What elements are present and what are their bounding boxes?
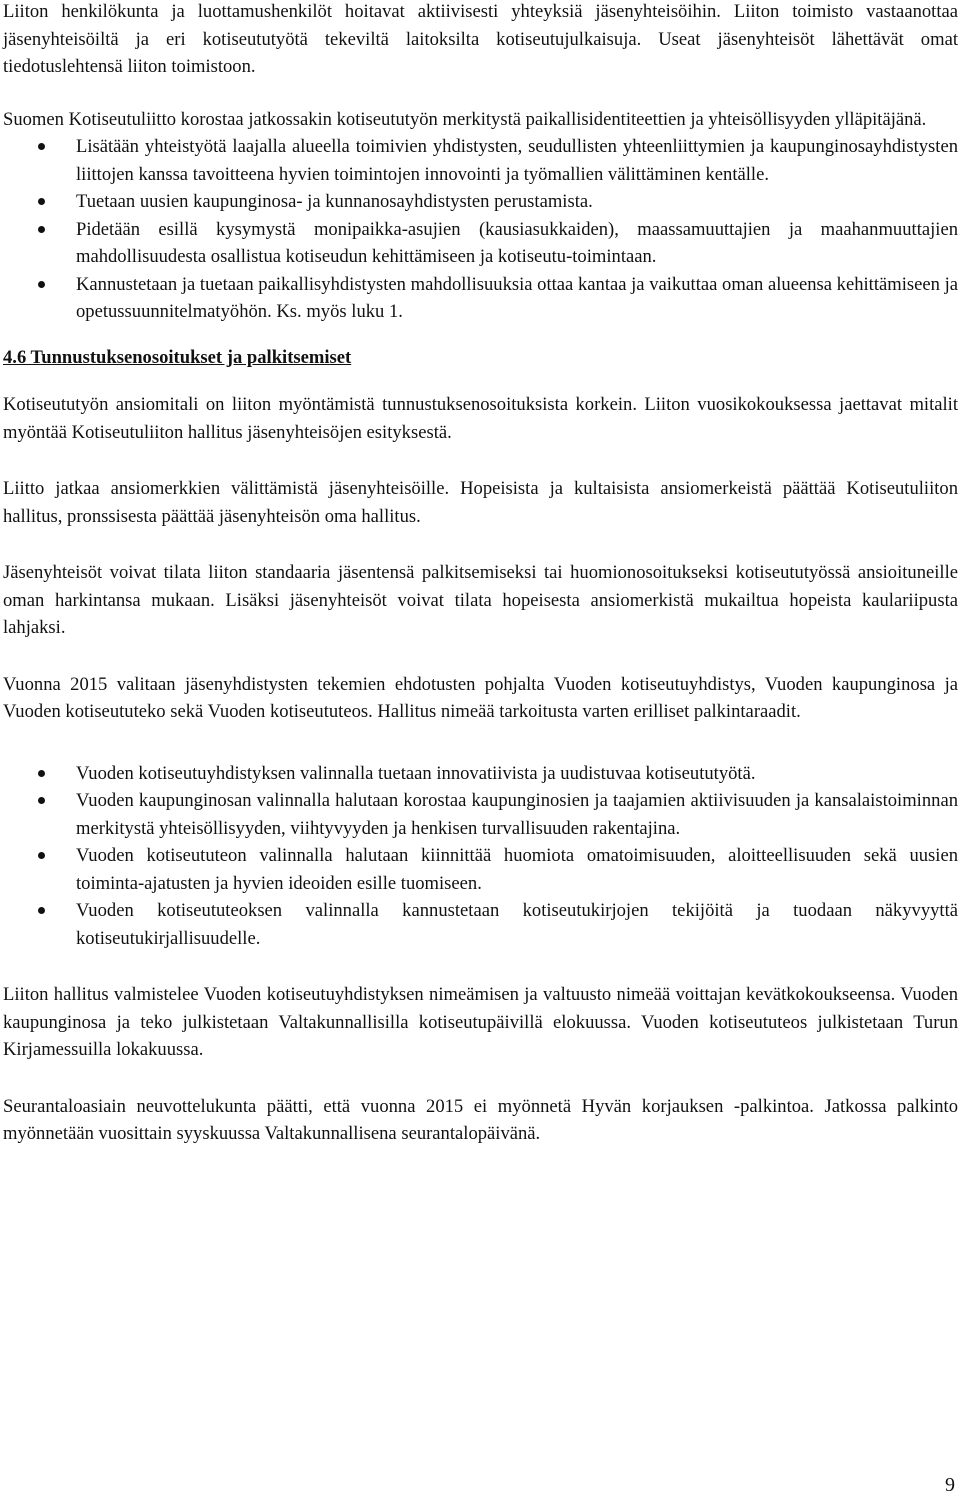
bullet-list-actions — [3, 133, 958, 326]
list-item: Lisätään yhteistyötä laajalla alueella toimivien yhdistysten, seudullisten yhteenliittymien ja kaupunginosayhdistysten liittojen kanssa tavoitteena hyvien toimintojen innovointi ja työmallien välittäminen kentälle. — [3, 133, 958, 188]
paragraph-awards-2015: Vuonna 2015 valitaan jäsenyhdistysten tekemien ehdotusten pohjalta Vuoden kotiseutuyhdistys, Vuoden kaupunginosa ja Vuoden kotiseututeko sekä Vuoden kotiseututeos. Hallitus nimeää tarkoitusta varten erilliset palkintaraadit. — [3, 673, 958, 722]
paragraph-badges: Liitto jatkaa ansiomerkkien välittämistä jäsenyhteisöille. Hopeisista ja kultaisista ansiomerkeistä päättää Kotiseutuliiton hallitus, pronssisesta päättää jäsenyhteisön oma hallitus. — [3, 478, 958, 527]
list-item: Vuoden kotiseutuyhdistyksen valinnalla tuetaan innovatiivista ja uudistuvaa kotiseututyötä. — [3, 760, 958, 788]
list-item: Vuoden kotiseututeoksen valinnalla kannustetaan kotiseutukirjojen tekijöitä ja tuodaan näkyvyyttä kotiseutukirjallisuudelle. — [3, 897, 958, 952]
list-item: Kannustetaan ja tuetaan paikallisyhdistysten mahdollisuuksia ottaa kantaa ja vaikuttaa oman alueensa kehittämiseen ja opetussuunnitelmatyöhön. Ks. myös luku 1. — [3, 271, 958, 326]
list-item: Tuetaan uusien kaupunginosa- ja kunnanosayhdistysten perustamista. — [3, 188, 958, 216]
paragraph-announcement: Liiton hallitus valmistelee Vuoden kotiseutuyhdistyksen nimeämisen ja valtuusto nimeää voittajan kevätkokoukseensa. Vuoden kaupunginosa ja teko julkistetaan Valtakunnallisilla kotiseutupäivillä elokuussa. Vuoden kotiseututeos julkistetaan Turun Kirjamessuilla lokakuussa. — [3, 984, 958, 1060]
bullet-list-awards — [3, 760, 958, 953]
list-item: Vuoden kaupunginosan valinnalla halutaan korostaa kaupunginosien ja taajamien aktiivisuuden ja kansalaistoiminnan merkitystä yhteisöllisyyden, viihtyvyyden ja henkisen turvallisuuden rakentajina. — [3, 787, 958, 842]
paragraph-restoration-prize: Seurantaloasiain neuvottelukunta päätti, että vuonna 2015 ei myönnetä Hyvän korjauksen -palkintoa. Jatkossa palkinto myönnetään vuosittain syyskuussa Valtakunnallisena seurantalopäivänä. — [3, 1095, 958, 1144]
paragraph-standard: Jäsenyhteisöt voivat tilata liiton standaaria jäsentensä palkitsemiseksi tai huomionosoitukseksi kotiseututyössä ansioituneille oman harkintansa mukaan. Lisäksi jäsenyhteisöt voivat tilata hopeisesta ansiomerkistä mukailtua hopeista kaulariipusta lahjaksi. — [3, 562, 958, 638]
section-heading: 4.6 Tunnustuksenosoitukset ja palkitsemiset — [3, 346, 352, 368]
section-heading-wrap — [3, 344, 958, 372]
list-item: Vuoden kotiseututeon valinnalla halutaan kiinnittää huomiota omatoimisuuden, aloitteellisuuden sekä uusien toiminta-ajatusten ja hyvien ideoiden esille tuomiseen. — [3, 842, 958, 897]
document-page — [3, 0, 958, 1148]
paragraph-medal: Kotiseututyön ansiomitali on liiton myöntämistä tunnustuksenosoituksista korkein. Liiton vuosikokouksessa jaettavat mitalit myöntää Kotiseutuliiton hallitus jäsenyhteisöjen esityksestä. — [3, 394, 958, 443]
list-item: Pidetään esillä kysymystä monipaikka-asujien (kausiasukkaiden), maassamuuttajien ja maahanmuuttajien mahdollisuudesta osallistua kotiseudun kehittämiseen ja kotiseutu-toimintaan. — [3, 216, 958, 271]
paragraph-emphasis: Suomen Kotiseutuliitto korostaa jatkossakin kotiseututyön merkitystä paikallisidentiteettien ja yhteisöllisyyden ylläpitäjänä. — [3, 108, 927, 130]
page-number: 9 — [945, 1474, 955, 1496]
paragraph-liaison: Liiton henkilökunta ja luottamushenkilöt hoitavat aktiivisesti yhteyksiä jäsenyhteisöihin. Liiton toimisto vastaanottaa jäsenyhteisöiltä ja eri kotiseututyötä tekeviltä laitoksilta kotiseutujulkaisuja. Useat jäsenyhteisöt lähettävät omat tiedotuslehtensä liiton toimistoon. — [3, 1, 958, 77]
